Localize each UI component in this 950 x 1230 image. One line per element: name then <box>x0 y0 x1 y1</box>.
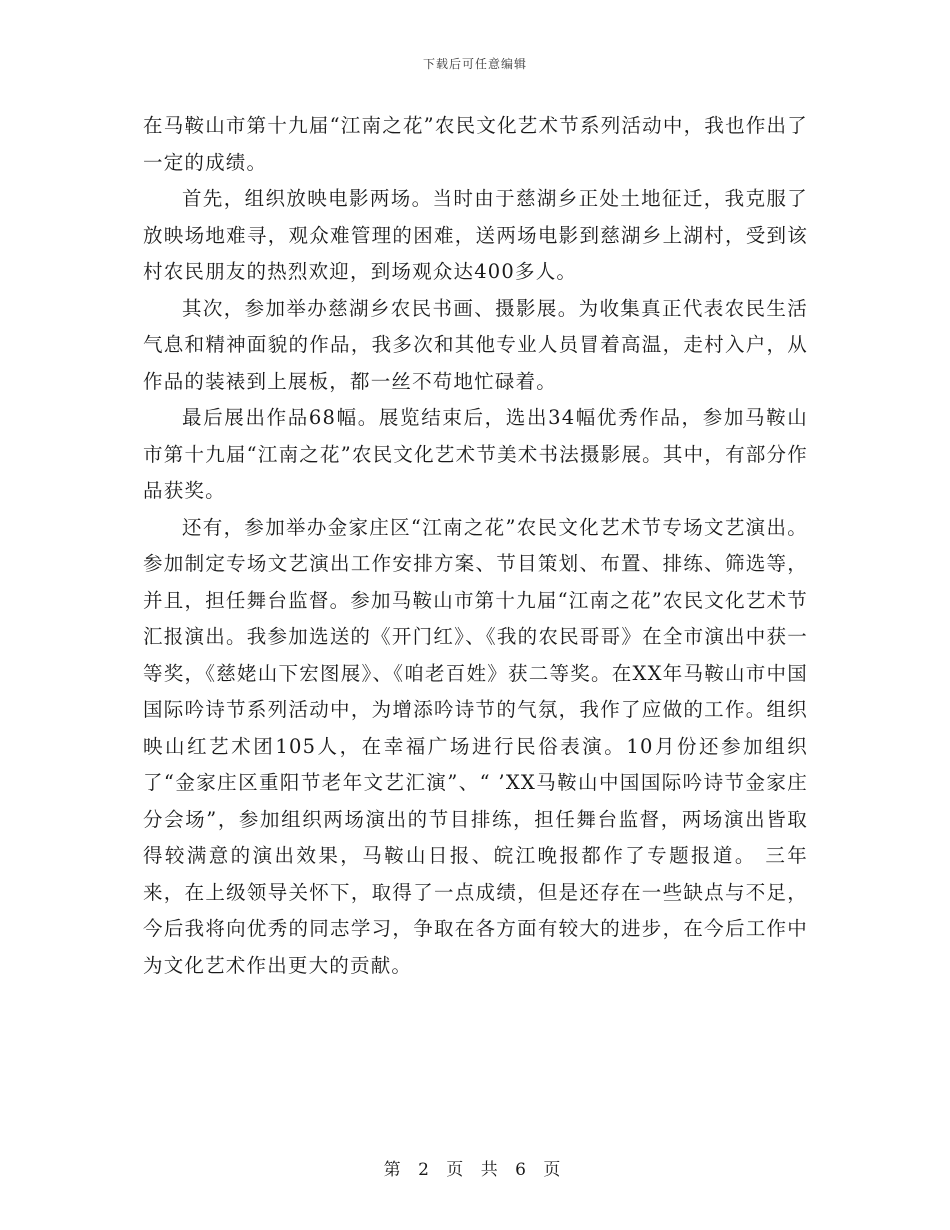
page-number: 第 2 页 共 6 页 <box>383 1160 567 1180</box>
paragraph-5: 还有，参加举办金家庄区“江南之花”农民文化艺术节专场文艺演出。参加制定专场文艺演出工作安排方案、节目策划、布置、排练、筛选等，并且，担任舞台监督。参加马鞍山市第十九届“江南之花”农民文化艺术节汇报演出。我参加选送的《开门红》、《我的农民哥哥》在全市演出中获一等奖，《慈姥山下宏图展》、《咱老百姓》获二等奖。在XX年马鞍山市中国国际吟诗节系列活动中，为增添吟诗节的气氛，我作了应做的工作。组织映山红艺术团105人，在幸福广场进行民俗表演。10月份还参加组织了“金家庄区重阳节老年文艺汇演”、“ ’XX马鞍山中国国际吟诗节金家庄分会场”，参加组织两场演出的节目排练，担任舞台监督，两场演出皆取得较满意的演出效果，马鞍山日报、皖江晚报都作了专题报道。 三年来，在上级领导关怀下，取得了一点成绩，但是还存在一些缺点与不足，今后我将向优秀的同志学习，争取在各方面有较大的进步，在今后工作中为文化艺术作出更大的贡献。 <box>143 515 808 977</box>
paragraph-2: 首先，组织放映电影两场。当时由于慈湖乡正处土地征迁，我克服了放映场地难寻，观众难管理的困难，送两场电影到慈湖乡上湖村，受到该村农民朋友的热烈欢迎，到场观众达400多人。 <box>143 187 808 283</box>
document-body <box>143 108 808 984</box>
header-note: 下载后可任意编辑 <box>422 57 527 71</box>
paragraph-4: 最后展出作品68幅。展览结束后，选出34幅优秀作品，参加马鞍山市第十九届“江南之花”农民文化艺术节美术书法摄影展。其中，有部分作品获奖。 <box>143 406 808 502</box>
paragraph-1: 在马鞍山市第十九届“江南之花”农民文化艺术节系列活动中，我也作出了一定的成绩。 <box>143 114 808 174</box>
paragraph-3: 其次，参加举办慈湖乡农民书画、摄影展。为收集真正代表农民生活气息和精神面貌的作品，我多次和其他专业人员冒着高温，走村入户，从作品的装裱到上展板，都一丝不苟地忙碌着。 <box>143 296 808 393</box>
